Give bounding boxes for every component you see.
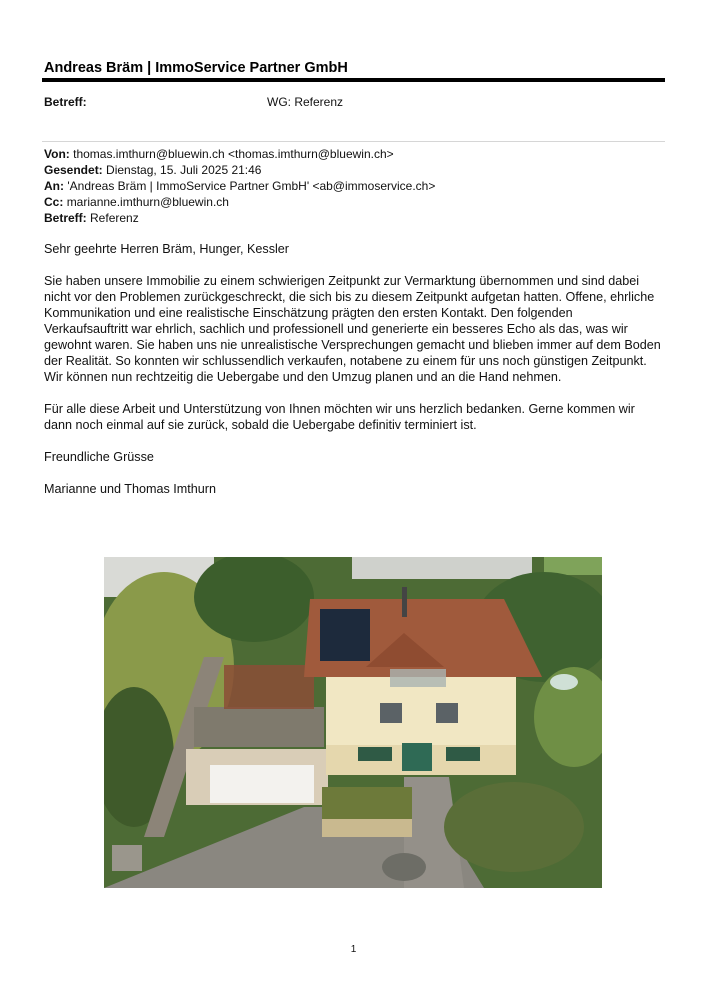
to-line: An: 'Andreas Bräm | ImmoService Partner GmbH' <ab@immoservice.ch> (44, 179, 436, 193)
letter-body (44, 241, 669, 513)
title-rule (42, 78, 665, 82)
page-number: 1 (350, 944, 357, 955)
sent-value: Dienstag, 15. Juli 2025 21:46 (106, 163, 262, 177)
to-value: 'Andreas Bräm | ImmoService Partner GmbH' <ab@immoservice.ch> (67, 179, 436, 193)
cc-line: Cc: marianne.imthurn@bluewin.ch (44, 195, 229, 209)
signature: Marianne und Thomas Imthurn (44, 482, 216, 496)
mail-subject-line: Betreff: Referenz (44, 211, 139, 225)
document-title: Andreas Bräm | ImmoService Partner GmbH (44, 60, 348, 76)
from-value: thomas.imthurn@bluewin.ch <thomas.imthurn@bluewin.ch> (73, 147, 394, 161)
closing: Freundliche Grüsse (44, 450, 154, 464)
subject-label: Betreff: (44, 95, 87, 109)
house-photo (104, 557, 602, 888)
header-divider (42, 141, 665, 142)
from-line: Von: thomas.imthurn@bluewin.ch <thomas.imthurn@bluewin.ch> (44, 147, 394, 161)
sent-line: Gesendet: Dienstag, 15. Juli 2025 21:46 (44, 163, 262, 177)
mail-headers (44, 146, 435, 226)
mail-subject-value: Referenz (90, 211, 139, 225)
cc-value: marianne.imthurn@bluewin.ch (66, 195, 229, 209)
greeting: Sehr geehrte Herren Bräm, Hunger, Kessler (44, 242, 289, 256)
paragraph-2: Für alle diese Arbeit und Unterstützung von Ihnen möchten wir uns herzlich bedanken. Gerne kommen wir dann noch einmal auf sie zurück, sobald die Uebergabe definitiv terminiert ist. (44, 402, 635, 432)
paragraph-1: Sie haben unsere Immobilie zu einem schwierigen Zeitpunkt zur Vermarktung übernommen und sind dabei nicht vor den Problemen zurückgeschreckt, die sich bis zu diesem Zeitpunkt aufgetan hatten. Offene, ehrliche Kommunikation und eine realistische Einschätzung prägten den ersten Kontakt. Den folgenden Verkaufsauftritt war ehrlich, sachlich und professionell und generierte ein besseres Echo als das, was wir gewohnt waren. Sie haben uns nie unrealistische Versprechungen gemacht und blieben immer auf dem Boden der Realität. So konnten wir schlussendlich verkaufen, notabene zu einem für uns noch günstigen Zeitpunkt. Wir können nun rechtzeitig die Uebergabe und den Umzug planen und an die Hand nehmen. (44, 274, 661, 384)
subject-value: WG: Referenz (267, 95, 344, 109)
